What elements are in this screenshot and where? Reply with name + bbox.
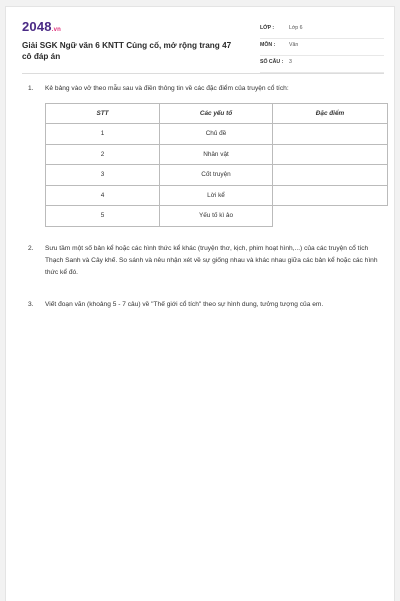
question-text: Kẻ bảng vào vở theo mẫu sau và điền thông tin về các đặc điểm của truyện cổ tích: (45, 85, 289, 92)
meta-row-question-count (260, 56, 384, 73)
table-row (46, 206, 388, 227)
table-cell-stt: 2 (46, 144, 160, 165)
logo-tld: .vn (51, 27, 62, 33)
table-header-row (46, 104, 388, 124)
table-cell-detail (273, 165, 388, 186)
table-cell-detail (273, 185, 388, 206)
table-cell-factor: Nhân vật (160, 144, 273, 165)
table-cell-stt: 5 (46, 206, 160, 227)
table-cell-stt: 4 (46, 185, 160, 206)
table-cell-detail (273, 144, 388, 165)
table-cell-factor: Yếu tố kì ảo (160, 206, 273, 227)
table-header-stt: STT (46, 104, 160, 124)
meta-row-class (260, 22, 384, 39)
meta-box (260, 22, 384, 73)
question-number: 1. (28, 85, 34, 92)
table-cell-stt: 1 (46, 124, 160, 145)
table-cell-stt: 3 (46, 165, 160, 186)
question-number: 2. (28, 245, 34, 252)
table-cell-detail (273, 206, 388, 227)
table-header-factor: Các yếu tố (160, 104, 273, 124)
meta-label: LỚP : (260, 25, 275, 31)
table-row (46, 185, 388, 206)
table-row (46, 165, 388, 186)
question-number: 3. (28, 301, 34, 308)
table-cell-factor: Cốt truyện (160, 165, 273, 186)
table-cell-factor: Chủ đề (160, 124, 273, 145)
meta-value: 3 (289, 59, 292, 65)
header-divider (22, 73, 384, 74)
features-table (45, 103, 388, 227)
table-header-detail: Đặc điểm (273, 104, 388, 124)
meta-label: MÔN : (260, 42, 276, 48)
site-logo[interactable] (22, 19, 61, 34)
document-page (5, 6, 395, 601)
table-cell-factor: Lời kể (160, 185, 273, 206)
logo-text: 2048 (22, 19, 52, 34)
question-text: Viết đoạn văn (khoảng 5 - 7 câu) về "Thế giới cổ tích" theo sự hình dung, tưởng tượng của em. (45, 301, 324, 308)
meta-value: Lớp 6 (289, 25, 303, 31)
question-text: Sưu tầm một số bản kể hoặc các hình thức kể khác (truyện thơ, kịch, phim hoạt hình,...) của các truyện cổ tích Thạch Sanh và Cây khế. So sánh và nêu nhận xét về sự giống nhau và khác nhau giữa các bản kể hoặc các hình thức kể đó. (45, 245, 378, 276)
table-cell-detail (273, 124, 388, 145)
meta-label: SỐ CÂU : (260, 59, 284, 65)
table-row (46, 124, 388, 145)
table-row (46, 144, 388, 165)
meta-row-subject (260, 39, 384, 56)
document-title: Giải SGK Ngữ văn 6 KNTT Củng cố, mở rộng trang 47 cô đáp án (22, 41, 232, 61)
meta-value: Văn (289, 42, 299, 48)
